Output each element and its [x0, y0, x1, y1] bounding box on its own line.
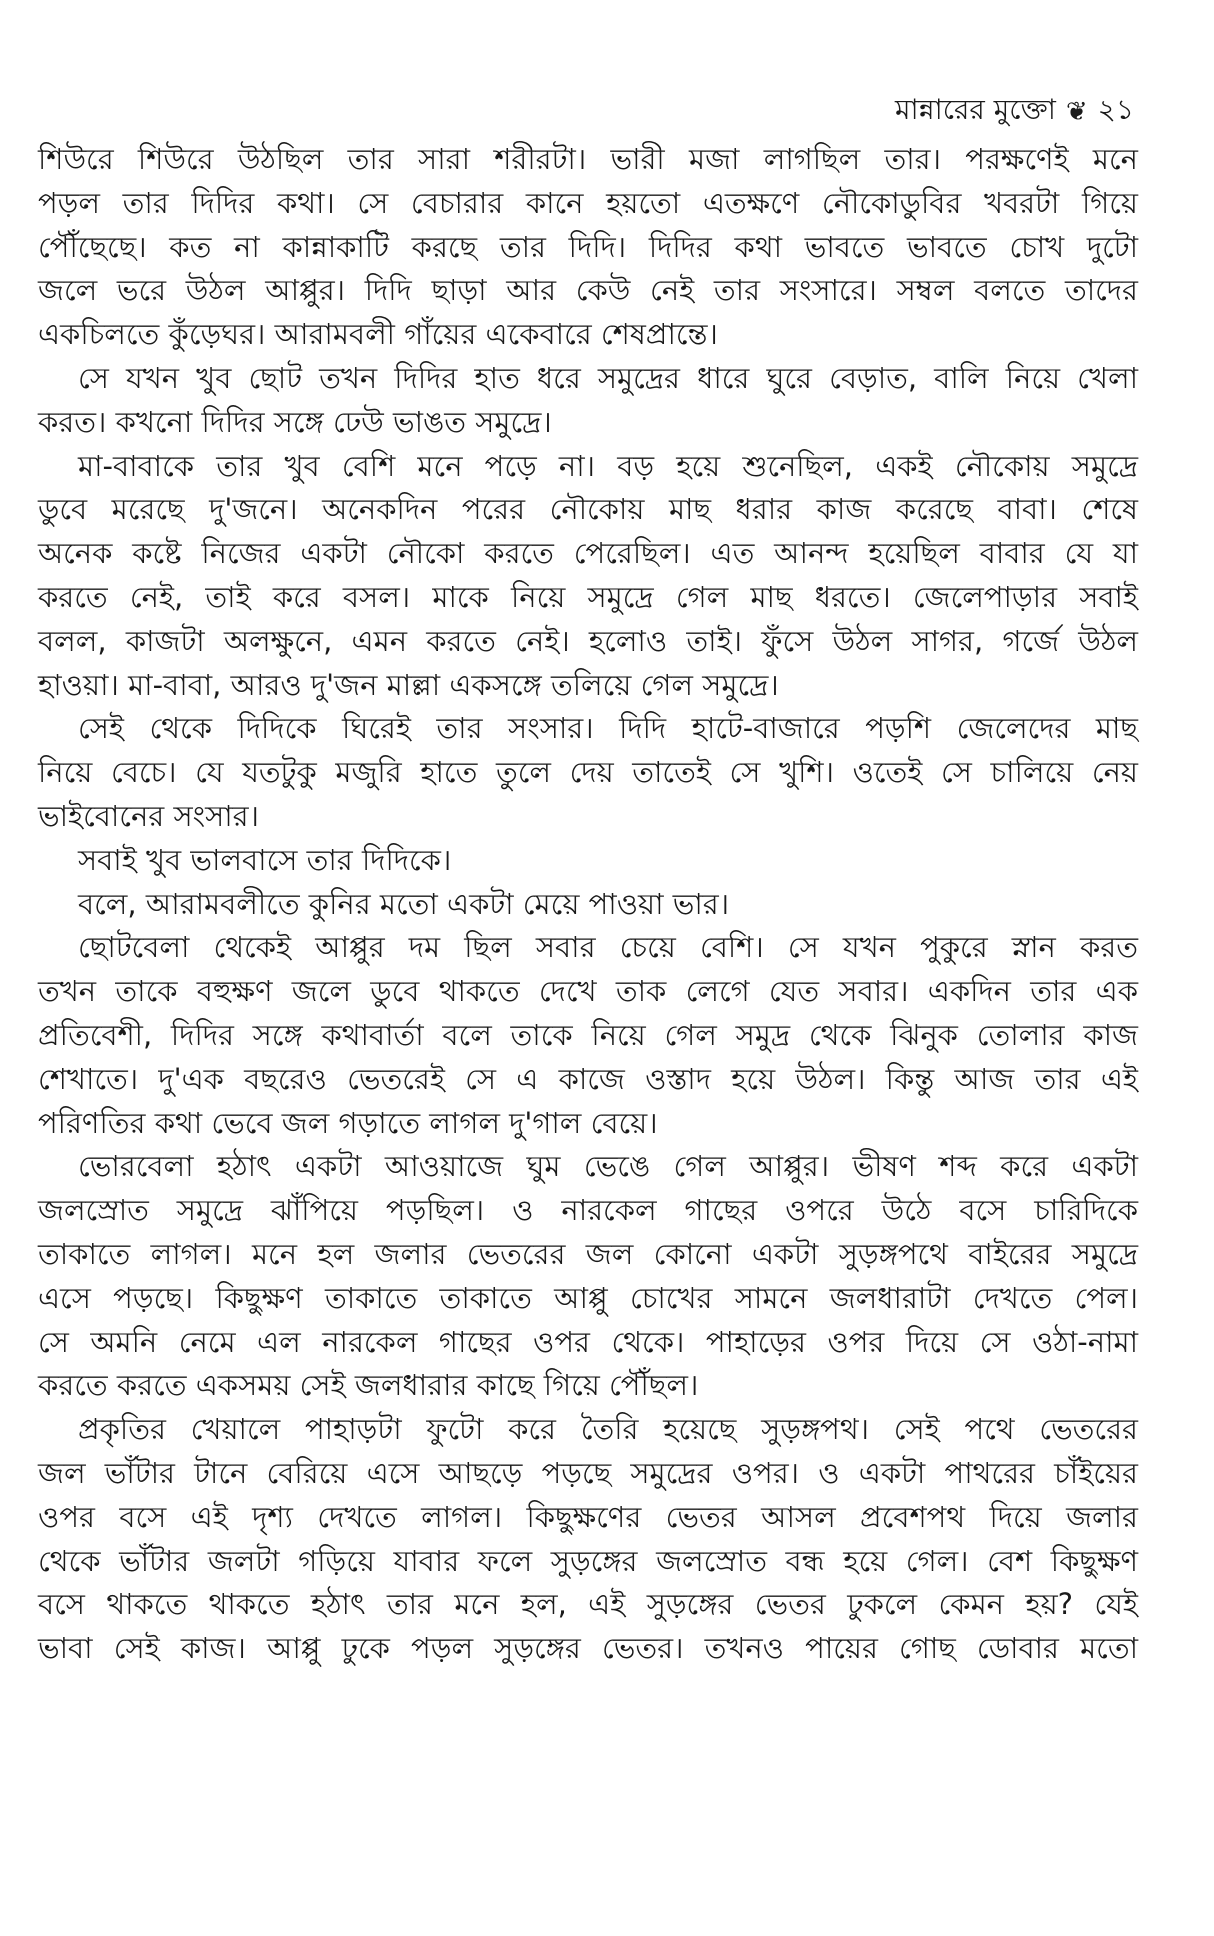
text-line: শেখাতে। দু'এক বছরেও ভেতরেই সে এ কাজে ওস্তাদ হয়ে উঠল। কিন্তু আজ তার এই [38, 1061, 1138, 1096]
text-line: ভাইবোনের সংসার। [38, 798, 259, 833]
text-line: জল ভাঁটার টানে বেরিয়ে এসে আছড়ে পড়ছে সমুদ্রের ওপর। ও একটা পাথরের চাঁইয়ের [38, 1455, 1138, 1490]
text-line: ছোটবেলা থেকেই আপ্পুর দম ছিল সবার চেয়ে বেশি। সে যখন পুকুরে স্নান করত [78, 930, 1138, 965]
text-line: পরিণতির কথা ভেবে জল গড়াতে লাগল দু'গাল বেয়ে। [38, 1105, 658, 1140]
running-header [895, 88, 1134, 135]
text-line: বলে, আরামবলীতে কুনির মতো একটা মেয়ে পাওয়া ভার। [78, 886, 730, 921]
text-line: ডুবে মরেছে দু'জনে। অনেকদিন পরের নৌকোয় মাছ ধরার কাজ করেছে বাবা। শেষে [38, 492, 1138, 527]
text-line: হাওয়া। মা-বাবা, আরও দু'জন মাল্লা একসঙ্গে তলিয়ে গেল সমুদ্রে। [38, 667, 779, 702]
text-line: এসে পড়ছে। কিছুক্ষণ তাকাতে তাকাতে আপ্পু চোখের সামনে জলধারাটা দেখতে পেল। [38, 1280, 1138, 1315]
text-line: সবাই খুব ভালবাসে তার দিদিকে। [78, 842, 452, 877]
text-line: থেকে ভাঁটার জলটা গড়িয়ে যাবার ফলে সুড়ঙ্গের জলস্রোত বন্ধ হয়ে গেল। বেশ কিছুক্ষণ [38, 1543, 1138, 1578]
text-line: নিয়ে বেচে। যে যতটুকু মজুরি হাতে তুলে দেয় তাতেই সে খুশি। ওতেই সে চালিয়ে নেয় [38, 755, 1138, 790]
page-number: ২১ [1097, 93, 1134, 126]
text-line: প্রতিবেশী, দিদির সঙ্গে কথাবার্তা বলে তাকে নিয়ে গেল সমুদ্র থেকে ঝিনুক তোলার কাজ [38, 1017, 1138, 1052]
text-line: প্রকৃতির খেয়ালে পাহাড়টা ফুটো করে তৈরি হয়েছে সুড়ঙ্গপথ। সেই পথে ভেতরের [78, 1412, 1138, 1447]
text-line: তখন তাকে বহুক্ষণ জলে ডুবে থাকতে দেখে তাক লেগে যেত সবার। একদিন তার এক [38, 974, 1138, 1009]
text-line: সেই থেকে দিদিকে ঘিরেই তার সংসার। দিদি হাটে-বাজারে পড়শি জেলেদের মাছ [78, 711, 1138, 746]
text-line: জলস্রোত সমুদ্রে ঝাঁপিয়ে পড়ছিল। ও নারকেল গাছের ওপরে উঠে বসে চারিদিকে [38, 1193, 1138, 1228]
text-line: বসে থাকতে থাকতে হঠাৎ তার মনে হল, এই সুড়ঙ্গের ভেতর ঢুকলে কেমন হয়? যেই [38, 1587, 1138, 1622]
text-line: করত। কখনো দিদির সঙ্গে ঢেউ ভাঙত সমুদ্রে। [38, 404, 552, 439]
text-line: পৌঁছেছে। কত না কান্নাকাটি করছে তার দিদি। দিদির কথা ভাবতে ভাবতে চোখ দুটো [38, 229, 1138, 264]
text-line: বলল, কাজটা অলক্ষুনে, এমন করতে নেই। হলোও তাই। ফুঁসে উঠল সাগর, গর্জে উঠল [38, 623, 1138, 658]
text-line: মা-বাবাকে তার খুব বেশি মনে পড়ে না। বড় হয়ে শুনেছিল, একই নৌকোয় সমুদ্রে [78, 448, 1138, 483]
text-line: জলে ভরে উঠল আপ্পুর। দিদি ছাড়া আর কেউ নেই তার সংসারে। সম্বল বলতে তাদের [38, 273, 1138, 308]
text-line: অনেক কষ্টে নিজের একটা নৌকো করতে পেরেছিল। এত আনন্দ হয়েছিল বাবার যে যা [38, 536, 1138, 571]
text-line: সে অমনি নেমে এল নারকেল গাছের ওপর থেকে। পাহাড়ের ওপর দিয়ে সে ওঠা-নামা [38, 1324, 1138, 1359]
text-line: তাকাতে লাগল। মনে হল জলার ভেতরের জল কোনো একটা সুড়ঙ্গপথে বাইরের সমুদ্রে [38, 1236, 1138, 1271]
text-line: শিউরে শিউরে উঠছিল তার সারা শরীরটা। ভারী মজা লাগছিল তার। পরক্ষণেই মনে [38, 142, 1138, 176]
text-line: ওপর বসে এই দৃশ্য দেখতে লাগল। কিছুক্ষণের ভেতর আসল প্রবেশপথ দিয়ে জলার [38, 1499, 1138, 1534]
text-line: করতে নেই, তাই করে বসল। মাকে নিয়ে সমুদ্রে গেল মাছ ধরতে। জেলেপাড়ার সবাই [38, 579, 1138, 614]
text-line: ভাবা সেই কাজ। আপ্পু ঢুকে পড়ল সুড়ঙ্গের ভেতর। তখনও পায়ের গোছ ডোবার মতো [38, 1631, 1138, 1666]
text-line: করতে করতে একসময় সেই জলধারার কাছে গিয়ে পৌঁছল। [38, 1368, 699, 1403]
book-title: মান্নারের মুক্তো [894, 93, 1056, 126]
text-line: পড়ল তার দিদির কথা। সে বেচারার কানে হয়তো এতক্ষণে নৌকোডুবির খবরটা গিয়ে [38, 185, 1138, 220]
body-text [38, 138, 1138, 1671]
ornament-icon: ❦ [1065, 96, 1088, 127]
text-line: সে যখন খুব ছোট তখন দিদির হাত ধরে সমুদ্রের ধারে ঘুরে বেড়াত, বালি নিয়ে খেলা [78, 360, 1138, 395]
text-line: ভোরবেলা হঠাৎ একটা আওয়াজে ঘুম ভেঙে গেল আপ্পুর। ভীষণ শব্দ করে একটা [78, 1149, 1138, 1184]
text-line: একচিলতে কুঁড়েঘর। আরামবলী গাঁয়ের একেবারে শেষপ্রান্তে। [38, 317, 718, 352]
